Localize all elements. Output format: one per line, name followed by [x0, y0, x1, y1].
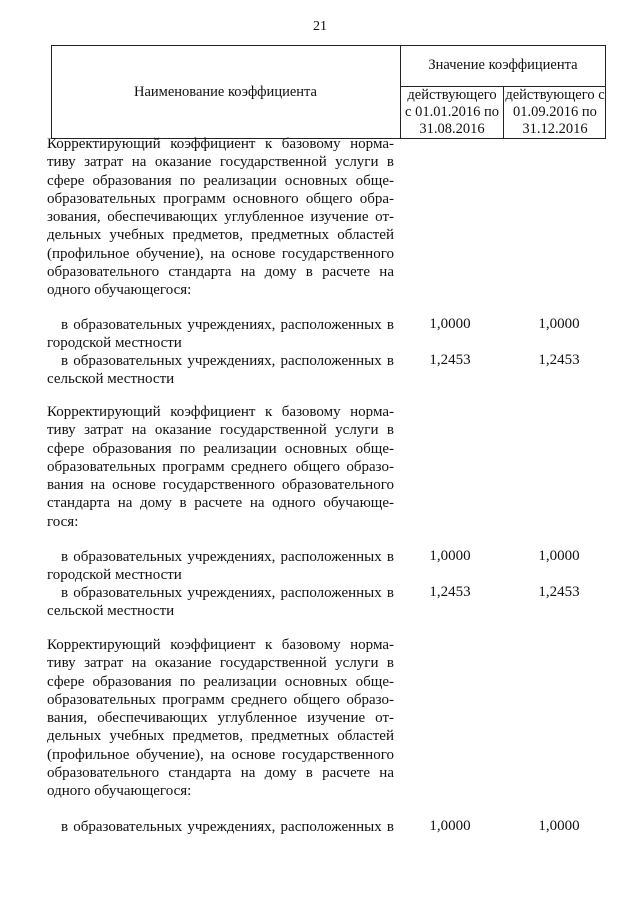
coefficient-value-period-2: 1,0000 [538, 316, 580, 332]
coefficient-value-period-1: 1,0000 [429, 316, 471, 332]
header-period-2-line: 01.09.2016 по [513, 104, 597, 120]
coefficient-value-period-1: 1,0000 [429, 548, 471, 564]
coefficient-row: в образовательных учреждениях, расположенных в городской местности [47, 549, 394, 584]
header-name-column: Наименование коэффициента [134, 83, 317, 100]
coefficient-description: Корректирующий коэффициент к базовому норма- тиву затрат на оказание государственной услуги в сфере образования по реализации основных обще- образовательных программ среднего общего образо- вания, обеспечивающих углубленное изучение от- дельных учебных предметов, предметных областей (профильное обучение), на основе государственного образовательного стандарта на дому в расчете на одного обучающегося: [47, 637, 394, 800]
coefficient-value-period-2: 1,0000 [538, 548, 580, 564]
coefficient-row: в образовательных учреждениях, расположенных в [61, 819, 394, 835]
coefficient-value-period-2: 1,2453 [538, 352, 580, 368]
header-value-column: Значение коэффициента [428, 57, 578, 73]
header-period-2 [504, 86, 606, 139]
coefficient-value-period-2: 1,2453 [538, 584, 580, 600]
coefficient-description: Корректирующий коэффициент к базовому норма- тиву затрат на оказание государственной услуги в сфере образования по реализации основных обще- образовательных программ среднего общего образо- вания на основе государственного образовательного стандарта на дому в расчете на одного обучающе- гося: [47, 404, 394, 530]
coefficient-value-period-1: 1,0000 [429, 818, 471, 834]
header-period-2-line: действующего с [505, 87, 605, 103]
header-period-2-line: 31.12.2016 [522, 121, 588, 137]
coefficient-row: в образовательных учреждениях, расположенных в сельской местности [47, 585, 394, 620]
header-period-1-line: действующего [407, 87, 497, 103]
header-period-1-line: 31.08.2016 [419, 121, 485, 137]
coefficient-value-period-2: 1,0000 [538, 818, 580, 834]
page-number: 21 [313, 19, 327, 34]
coefficient-row: в образовательных учреждениях, расположенных в городской местности [47, 317, 394, 352]
coefficient-value-period-1: 1,2453 [429, 352, 471, 368]
coefficient-row: в образовательных учреждениях, расположенных в сельской местности [47, 353, 394, 388]
coefficient-description: Корректирующий коэффициент к базовому норма- тиву затрат на оказание государственной услуги в сфере образования по реализации основных обще- образовательных программ основного общего обра- зования, обеспечивающих углубленное изучение от- дельных учебных предметов, предметных областей (профильное обучение), на основе государственного образовательного стандарта на дому в расчете на одного обучающегося: [47, 136, 394, 299]
header-period-1 [401, 86, 503, 139]
header-period-1-line: с 01.01.2016 по [405, 104, 499, 120]
coefficient-value-period-1: 1,2453 [429, 584, 471, 600]
